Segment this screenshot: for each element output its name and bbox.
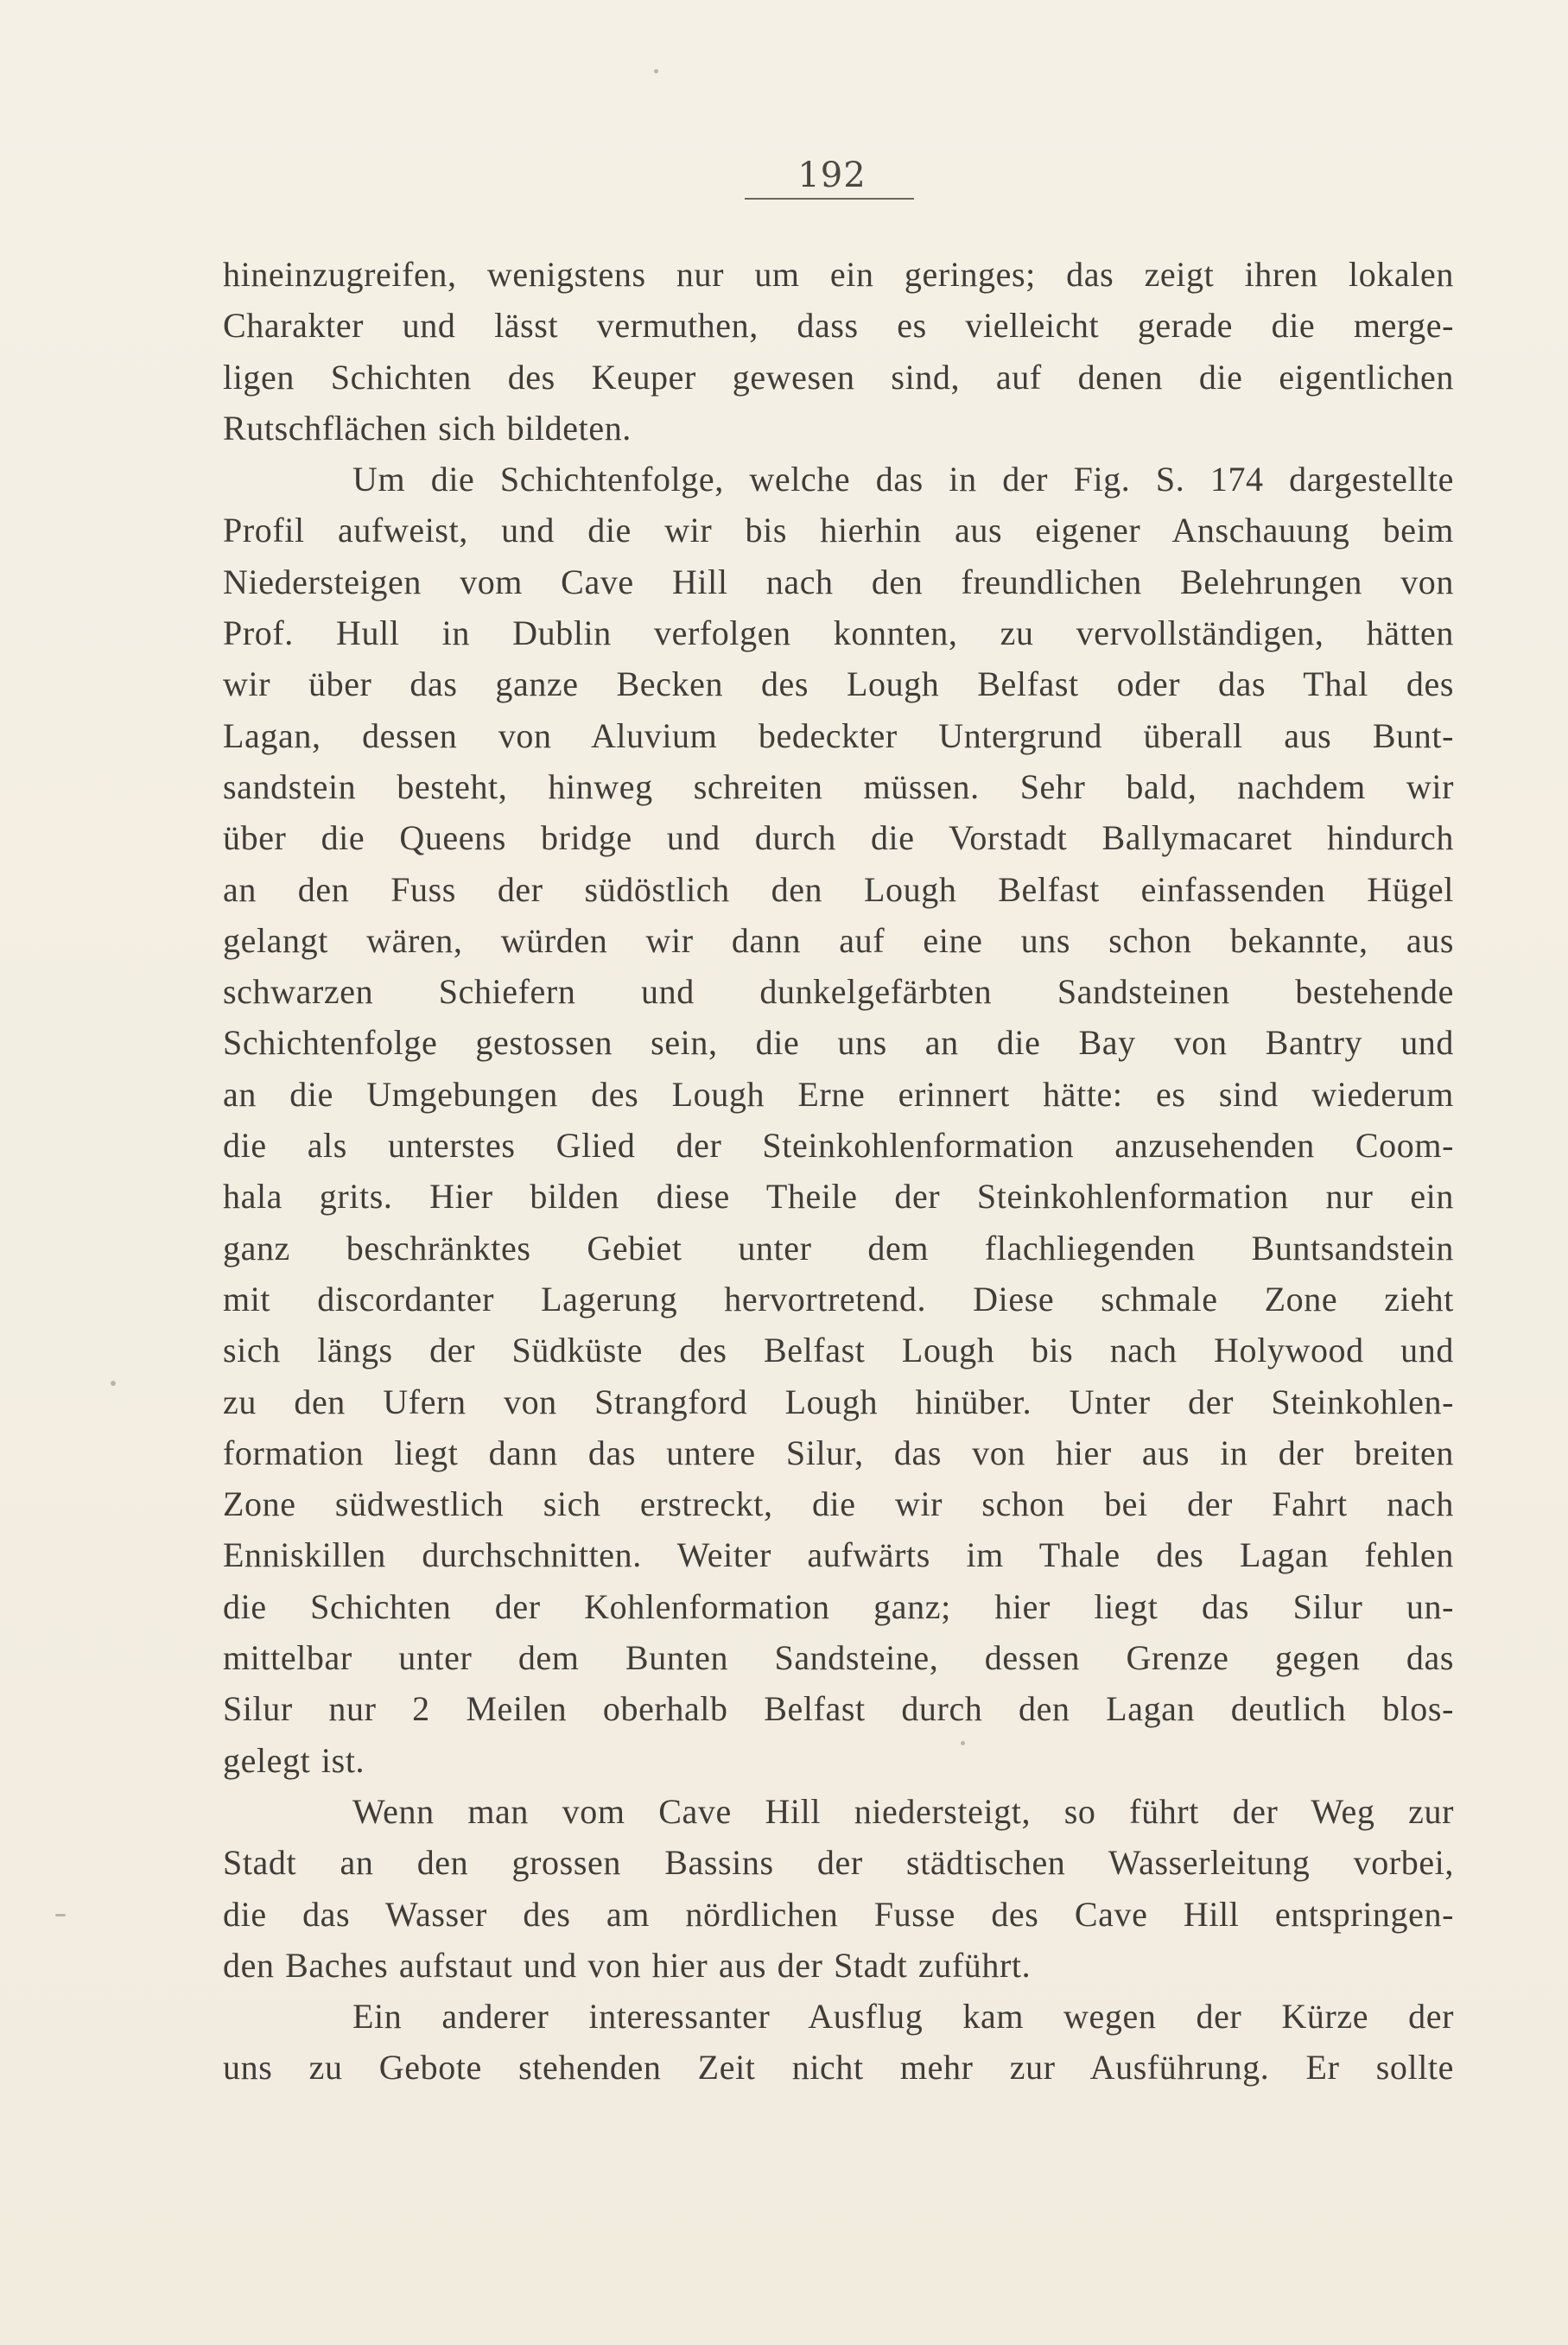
body-text (223, 249, 1454, 2094)
scan-speck (654, 69, 658, 73)
text-line: an den Fuss der südöstlich den Lough Belfast einfassenden Hügel (223, 869, 1454, 909)
text-line: Lagan, dessen von Aluvium bedeckter Untergrund überall aus Bunt- (223, 715, 1454, 755)
scan-speck (111, 1381, 116, 1386)
text-line: Silur nur 2 Meilen oberhalb Belfast durch den Lagan deutlich blos- (223, 1689, 1454, 1729)
scan-speck (961, 1741, 965, 1745)
text-line: gelegt ist. (223, 1740, 365, 1780)
text-line: formation liegt dann das untere Silur, das von hier aus in der breiten (223, 1433, 1454, 1472)
text-line: Enniskillen durchschnitten. Weiter aufwärts im Thale des Lagan fehlen (223, 1535, 1454, 1575)
text-line: Ein anderer interessanter Ausflug kam wegen der Kürze der (352, 1997, 1454, 2037)
text-line: hineinzugreifen, wenigstens nur um ein geringes; das zeigt ihren lokalen (223, 255, 1454, 294)
text-line: sandstein besteht, hinweg schreiten müssen. Sehr bald, nachdem wir (223, 766, 1454, 806)
text-line: gelangt wären, würden wir dann auf eine uns schon bekannte, aus (223, 920, 1454, 960)
text-line: die Schichten der Kohlenformation ganz; hier liegt das Silur un- (223, 1586, 1454, 1626)
text-line: zu den Ufern von Strangford Lough hinüber. Unter der Steinkohlen- (223, 1382, 1454, 1421)
paragraph-3 (223, 1786, 1454, 1991)
text-line: schwarzen Schiefern und dunkelgefärbten Sandsteinen bestehende (223, 972, 1454, 1012)
paragraph-4 (223, 1991, 1454, 2094)
page-number-rule (745, 198, 914, 200)
text-line: Niedersteigen vom Cave Hill nach den freundlichen Belehrungen von (223, 562, 1454, 601)
text-line: die als unterstes Glied der Steinkohlenformation anzusehenden Coom- (223, 1126, 1454, 1166)
text-line: Profil aufweist, und die wir bis hierhin aus eigener Anschauung beim (223, 511, 1454, 550)
text-line: den Baches aufstaut und von hier aus der Stadt zuführt. (223, 1945, 1032, 1985)
paragraph-1 (223, 249, 1454, 454)
text-line: Schichtenfolge gestossen sein, die uns an die Bay von Bantry und (223, 1023, 1454, 1063)
paragraph-2 (223, 454, 1454, 1786)
text-line: hala grits. Hier bilden diese Theile der Steinkohlenformation nur ein (223, 1177, 1454, 1217)
page-number: 192 (797, 156, 867, 195)
text-line: Charakter und lässt vermuthen, dass es vielleicht gerade die merge- (223, 306, 1454, 346)
text-line: an die Umgebungen des Lough Erne erinnert hätte: es sind wiederum (223, 1074, 1454, 1114)
text-line: die das Wasser des am nördlichen Fusse des Cave Hill entspringen- (223, 1894, 1454, 1934)
text-line: mittelbar unter dem Bunten Sandsteine, dessen Grenze gegen das (223, 1638, 1454, 1678)
text-line: mit discordanter Lagerung hervortretend. Diese schmale Zone zieht (223, 1279, 1454, 1319)
text-line: Wenn man vom Cave Hill niedersteigt, so führt der Weg zur (352, 1791, 1454, 1831)
text-line: über die Queens bridge und durch die Vorstadt Ballymacaret hindurch (223, 818, 1454, 858)
scan-speck (55, 1914, 66, 1916)
text-line: wir über das ganze Becken des Lough Belfast oder das Thal des (223, 664, 1454, 704)
text-line: Zone südwestlich sich erstreckt, die wir schon bei der Fahrt nach (223, 1484, 1454, 1524)
text-line: uns zu Gebote stehenden Zeit nicht mehr zur Ausführung. Er sollte (223, 2048, 1454, 2088)
text-line: Stadt an den grossen Bassins der städtischen Wasserleitung vorbei, (223, 1843, 1454, 1883)
text-line: Prof. Hull in Dublin verfolgen konnten, zu vervollständigen, hätten (223, 613, 1454, 653)
text-line: Um die Schichtenfolge, welche das in der Fig. S. 174 dargestellte (352, 460, 1454, 499)
text-line: Rutschflächen sich bildeten. (223, 408, 632, 448)
text-line: ganz beschränktes Gebiet unter dem flachliegenden Buntsandstein (223, 1228, 1454, 1268)
text-line: ligen Schichten des Keuper gewesen sind, auf denen die eigentlichen (223, 357, 1454, 397)
text-line: sich längs der Südküste des Belfast Lough bis nach Holywood und (223, 1331, 1454, 1370)
